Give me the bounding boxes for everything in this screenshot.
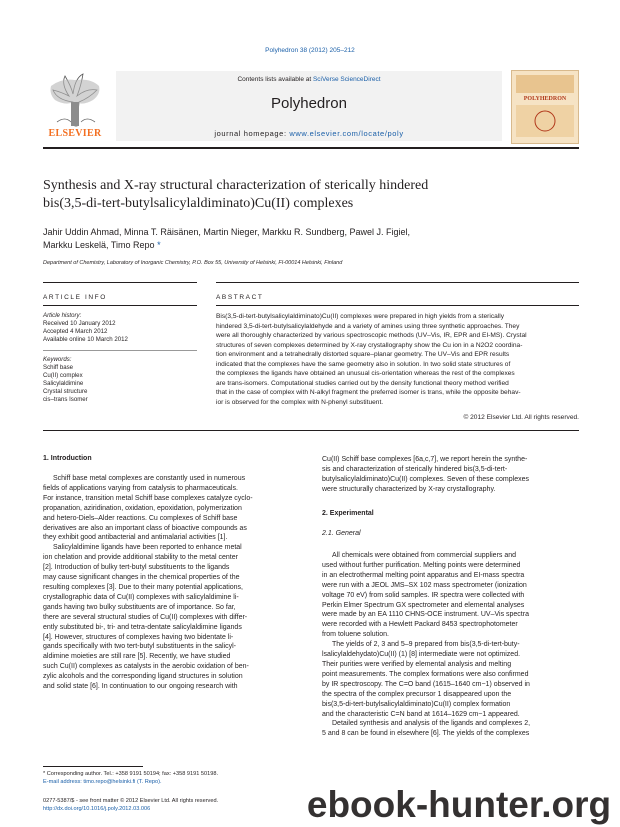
text-line: butylsalicylaldiminato)Cu(II) complexes. Seven of these complexes bbox=[322, 475, 529, 483]
homepage-prefix: journal homepage: bbox=[214, 129, 290, 138]
info-top-rule bbox=[43, 282, 197, 283]
keyword: Crystal structure bbox=[43, 388, 88, 396]
article-history bbox=[43, 312, 197, 344]
keyword: Schiff base bbox=[43, 364, 74, 372]
history-item: Accepted 4 March 2012 bbox=[43, 328, 108, 336]
text-line: ion chelation and provide additional stability to the metal center bbox=[43, 554, 238, 562]
text-line: were recorded with a Hewlett Packard 8453 spectrophotometer bbox=[322, 621, 518, 629]
text-line: from toluene solution. bbox=[322, 631, 389, 639]
text-line: Perkin Elmer Spectrum GX spectrometer and elemental analyses bbox=[322, 601, 525, 609]
text-line: were made by an EA 1110 CHNS-OCE instrument. UV–Vis spectra bbox=[322, 611, 529, 619]
article-info-heading: ARTICLE INFO bbox=[43, 294, 107, 301]
text-line: Their purities were verified by elemental analysis and melting bbox=[322, 660, 512, 668]
text-line: [4]. However, structures of complexes having two bidentate li- bbox=[43, 633, 234, 641]
text-line: propanation, aziridination, oxidation, epoxidation, polymerization bbox=[43, 504, 242, 512]
text-line: resulting complexes [3]. Due to their many potential applications, bbox=[43, 583, 243, 591]
text-line: by IR spectroscopy. The C=O band (1615–1640 cm−1) observed in bbox=[322, 680, 530, 688]
text-line: ently substituted bi-, tri- and tetra-dentate salicylaldimine ligands bbox=[43, 623, 242, 631]
text-line: and hetero-Diels–Alder reactions. Cu complexes of Schiff base bbox=[43, 514, 238, 522]
footnotes bbox=[43, 770, 305, 786]
abstract-line: hindered 3,5-di-tert-butylsalicylaldehyde and a variety of amines using three synthetic approaches. They bbox=[216, 322, 520, 330]
text-line: Schiff base metal complexes are constantly used in numerous bbox=[53, 475, 246, 482]
text-line: derivatives are also an important class of bioactive compounds as bbox=[43, 524, 247, 532]
abstract-line: were all thoroughly characterized by various spectroscopic methods (UV–Vis, IR, EPR and EI-MS). Crystal bbox=[216, 332, 527, 339]
text-line: All chemicals were obtained from commercial suppliers and bbox=[332, 552, 517, 559]
experimental-text bbox=[322, 551, 579, 739]
abstract-text bbox=[216, 312, 579, 407]
abstract-top-rule bbox=[216, 282, 579, 283]
issn-doi bbox=[43, 797, 305, 813]
text-line: used without further purification. Melting points were determined bbox=[322, 561, 521, 569]
journal-reference[interactable]: Polyhedron 38 (2012) 205–212 bbox=[265, 47, 355, 54]
text-line: zylic alcohols and the corresponding ligand structures in solution bbox=[43, 673, 243, 681]
text-line: there are several structural studies of Cu(II) complexes with differ- bbox=[43, 613, 248, 621]
info-mid-rule bbox=[43, 305, 197, 306]
authors-line: Markku Leskelä, Timo Repo bbox=[43, 240, 155, 250]
text-line: The yields of 2, 3 and 5–9 prepared from bis(3,5-di-tert-buty- bbox=[332, 641, 520, 649]
text-line: in an electrothermal melting point apparatus and EI-mass spectra bbox=[322, 571, 525, 579]
journal-cover-thumbnail bbox=[511, 70, 579, 144]
text-line: voltage 70 eV) from solid samples. IR spectra were collected with bbox=[322, 591, 525, 599]
text-line: they exhibit good antibacterial and antimalarial activities [1]. bbox=[43, 534, 228, 542]
text-line: Detailed synthesis and analysis of the ligands and complexes 2, bbox=[332, 720, 531, 728]
masthead-rule bbox=[43, 147, 579, 149]
text-line: 5 and 8 can be found in elsewhere [6]. The yields of the complexes bbox=[322, 730, 530, 738]
authors-line: Jahir Uddin Ahmad, Minna T. Räisänen, Martin Nieger, Markku R. Sundberg, Pawel J. Figiel, bbox=[43, 227, 411, 237]
text-line: aldimine moieties are still rare [5]. Recently, we have studied bbox=[43, 653, 231, 661]
abstract-line: indicated that the complexes have the same geometry also in solution. In two solid state structures of bbox=[216, 360, 511, 368]
text-line: sis and characterization of sterically hindered bis(3,5-di-tert- bbox=[322, 465, 508, 473]
abstract-line: Bis(3,5-di-tert-butylsalicylaldiminato)Cu(II) complexes were prepared in high yields from a sterically bbox=[216, 313, 505, 320]
abstract-heading: ABSTRACT bbox=[216, 294, 264, 301]
text-line: [2]. Introduction of bulky tert-butyl substituents to the ligands bbox=[43, 564, 230, 572]
introduction-text bbox=[43, 474, 305, 692]
keywords-label: Keywords: bbox=[43, 356, 72, 363]
abstract-line: the complexes the ligands have obtained an unusual cis-orientation whereas the rest of the complexes bbox=[216, 370, 515, 377]
elsevier-tree-icon bbox=[47, 72, 103, 127]
keyword: Cu(II) complex bbox=[43, 372, 83, 380]
text-line: and solid state [6]. In continuation to our ongoing research with bbox=[43, 683, 238, 691]
cover-title: POLYHEDRON bbox=[523, 96, 567, 102]
watermark bbox=[298, 784, 620, 827]
text-line: For instance, transition metal Schiff base complexes catalyze cyclo- bbox=[43, 494, 253, 502]
affiliation: Department of Chemistry, Laboratory of Inorganic Chemistry, P.O. Box 55, University of Helsinki, FI-00014 Helsinki, Finland bbox=[43, 260, 343, 266]
abstract-mid-rule bbox=[216, 305, 579, 306]
abstract-line: are trans-isomers. Computational studies carried out by the density functional theory method verified bbox=[216, 379, 509, 387]
text-line: crystallographic data of Cu(II) complexes with salicylaldimine li- bbox=[43, 593, 239, 601]
abstract-line: tion environment and a tetrahedrally distorted square–planar geometry. The UV–Vis and EPR results bbox=[216, 351, 510, 358]
title-line: bis(3,5-di-tert-butylsalicylaldiminato)Cu(II) complexes bbox=[43, 196, 354, 211]
text-line: the spectra of the complex precursor 1 disappeared upon the bbox=[322, 690, 512, 698]
footnote-rule bbox=[43, 766, 143, 767]
journal-title: Polyhedron bbox=[271, 95, 347, 112]
text-line: were structurally characterized by X-ray crystallography. bbox=[322, 485, 496, 493]
history-label: Article history: bbox=[43, 312, 82, 319]
article-title bbox=[43, 177, 563, 213]
abstract-line: ior is observed for the complex with N-phenyl substituent. bbox=[216, 398, 384, 406]
text-line: and the characteristic C=N band at 1614–1629 cm−1 appeared. bbox=[322, 710, 520, 718]
footnote-corresponding: * Corresponding author. Tel.: +358 9191 50194; fax: +358 9191 50198. bbox=[43, 771, 218, 777]
keywords bbox=[43, 356, 197, 405]
keyword: Salicylaldimine bbox=[43, 380, 84, 388]
author-list bbox=[43, 226, 579, 252]
watermark-text: ebook-hunter.org bbox=[306, 784, 612, 825]
text-line: may cause significant changes in the chemical properties of the bbox=[43, 574, 240, 582]
doi-link[interactable]: http://dx.doi.org/10.1016/j.poly.2012.03.006 bbox=[43, 806, 151, 812]
sciencedirect-link[interactable]: SciVerse ScienceDirect bbox=[312, 76, 381, 83]
text-line: lsalicylaldehydato)Cu(II) (1) [8] intermediate were not optimized. bbox=[322, 651, 521, 659]
text-line: gands specifically with two tert-butyl substituents in the salicyl- bbox=[43, 643, 236, 651]
history-item: Received 10 January 2012 bbox=[43, 320, 116, 328]
title-line: Synthesis and X-ray structural characterization of sterically hindered bbox=[43, 178, 429, 193]
corresponding-author-mark[interactable]: * bbox=[157, 240, 161, 250]
issn-line: 0277-5387/$ - see front matter © 2012 Elsevier Ltd. All rights reserved. bbox=[43, 798, 219, 804]
subsection-heading-general: 2.1. General bbox=[322, 530, 361, 537]
text-line: gands having two bulky substituents are of importance. So far, bbox=[43, 603, 236, 611]
intro-continuation bbox=[322, 455, 579, 495]
section-heading-introduction: 1. Introduction bbox=[43, 455, 92, 462]
text-line: fields of applications varying from catalysis to pharmaceuticals. bbox=[43, 484, 238, 492]
cover-graphic-icon bbox=[512, 71, 578, 143]
footnote-email-link[interactable]: E-mail address: timo.repo@helsinki.fi (T. Repo). bbox=[43, 779, 162, 785]
text-line: Cu(II) Schiff base complexes [6a,c,7], we report herein the synthe- bbox=[322, 456, 528, 463]
abstract-line: structures of seven complexes determined by X-ray crystallography show the Cu ion in a N2O2 coordina- bbox=[216, 341, 523, 349]
keyword: cis–trans Isomer bbox=[43, 396, 88, 404]
elsevier-wordmark: ELSEVIER bbox=[48, 128, 102, 139]
text-line: bis(3,5-di-tert-butylsalicylaldiminato)Cu(II) complex formation bbox=[322, 700, 511, 708]
section-heading-experimental: 2. Experimental bbox=[322, 510, 374, 517]
text-line: Salicylaldimine ligands have been reported to enhance metal bbox=[53, 544, 242, 552]
text-line: such Cu(II) complexes as catalysts in the aerobic oxidation of ben- bbox=[43, 663, 249, 671]
contents-prefix: Contents lists available at bbox=[237, 76, 313, 83]
homepage-link[interactable]: www.elsevier.com/locate/poly bbox=[289, 129, 404, 138]
abstract-bottom-rule bbox=[43, 430, 579, 431]
history-item: Available online 10 March 2012 bbox=[43, 336, 128, 344]
journal-homepage bbox=[116, 129, 502, 138]
copyright-notice: © 2012 Elsevier Ltd. All rights reserved. bbox=[463, 414, 579, 421]
text-line: were run with a JEOL JMS–SX 102 mass spectrometer (ionization bbox=[322, 581, 527, 589]
contents-line bbox=[116, 76, 502, 83]
abstract-line: that in the case of complex with N-alkyl fragment the preferred isomer is trans, while the opposite behav- bbox=[216, 389, 521, 396]
text-line: point measurements. The complex formations were also confirmed bbox=[322, 670, 529, 678]
info-divider bbox=[43, 350, 197, 351]
